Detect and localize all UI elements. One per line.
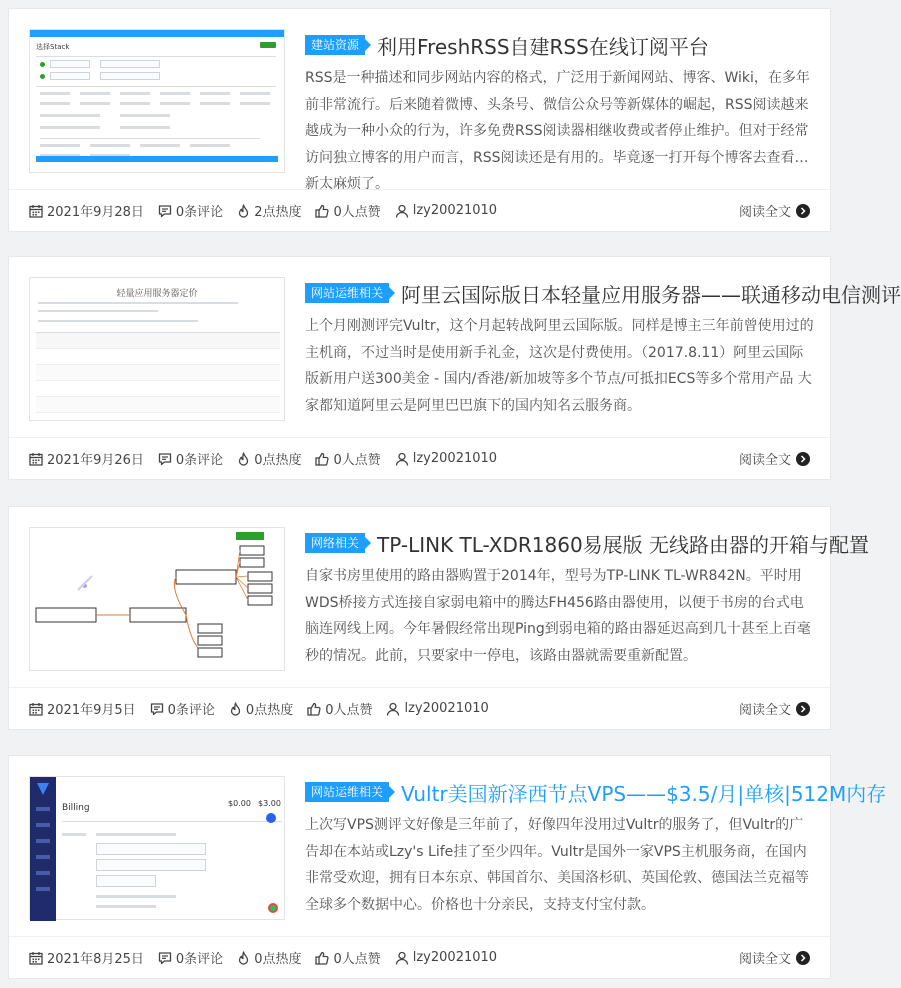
- post-content: [305, 275, 901, 419]
- title-row: [305, 774, 887, 810]
- thumbs-up-icon: [315, 452, 329, 466]
- post-thumbnail[interactable]: [29, 277, 285, 421]
- post-date: 2021年9月5日: [29, 699, 136, 718]
- post-title[interactable]: Vultr美国新泽西节点VPS——$3.5/月|单核|512M内存: [401, 781, 887, 806]
- post-title[interactable]: TP-LINK TL-XDR1860易展版 无线路由器的开箱与配置: [377, 532, 870, 557]
- post-heat: 0点热度: [237, 449, 301, 468]
- post-date: 2021年9月26日: [29, 449, 144, 468]
- post-content: [305, 774, 887, 918]
- post-likes[interactable]: 0人点赞: [315, 948, 380, 967]
- post-excerpt: 自家书房里使用的路由器购置于2014年，型号为TP-LINK TL-WR842N。平时用WDS桥接方式连接自家弱电箱中的腾达FH456路由器使用，以便于书房的台式电脑连网线上网。今年暑假经常出现Ping到弱电箱的路由器延迟高到几十甚至上百毫秒的情况。此前，只要家中一停电，该路由器就需要重新配置。: [305, 568, 811, 664]
- fire-icon: [237, 951, 250, 965]
- post-meta: [9, 936, 830, 978]
- post-card: [8, 506, 870, 730]
- title-row: [305, 27, 815, 63]
- title-row: [305, 275, 901, 311]
- post-title[interactable]: 阿里云国际版日本轻量应用服务器——联通移动电信测评: [401, 282, 901, 307]
- post-thumbnail[interactable]: [29, 29, 285, 173]
- post-comments[interactable]: 0条评论: [158, 201, 223, 220]
- post-likes[interactable]: 0人点赞: [315, 201, 380, 220]
- post-card: [8, 8, 831, 232]
- post-author[interactable]: lzy20021010: [395, 203, 497, 218]
- post-thumbnail[interactable]: [29, 527, 285, 671]
- post-comments[interactable]: 0条评论: [158, 948, 223, 967]
- fire-icon: [229, 702, 242, 716]
- calendar-icon: [29, 702, 43, 716]
- post-heat: 0点热度: [229, 699, 293, 718]
- thumb-heading: Billing: [62, 803, 90, 813]
- comment-icon: [158, 452, 172, 466]
- comment-icon: [150, 702, 164, 716]
- user-icon: [395, 204, 409, 218]
- user-icon: [395, 452, 409, 466]
- post-author[interactable]: lzy20021010: [395, 451, 497, 466]
- arrow-right-circle-icon: [796, 951, 810, 965]
- post-title[interactable]: 利用FreshRSS自建RSS在线订阅平台: [377, 34, 709, 59]
- post-meta: [9, 189, 830, 231]
- post-date: 2021年9月28日: [29, 201, 144, 220]
- read-more-link[interactable]: 阅读全文: [739, 948, 810, 967]
- arrow-right-circle-icon: [796, 702, 810, 716]
- arrow-right-circle-icon: [796, 204, 810, 218]
- post-author[interactable]: lzy20021010: [395, 950, 497, 965]
- calendar-icon: [29, 204, 43, 218]
- post-likes[interactable]: 0人点赞: [315, 449, 380, 468]
- read-more-link[interactable]: 阅读全文: [739, 449, 810, 468]
- title-row: [305, 525, 870, 561]
- arrow-right-circle-icon: [796, 452, 810, 466]
- post-author[interactable]: lzy20021010: [386, 701, 488, 716]
- post-excerpt: 上个月刚测评完Vultr，这个月起转战阿里云国际版。同样是博主三年前曾使用过的主机商，不过当时是使用新手礼金，这次是付费使用。（2017.8.11）阿里云国际版新用户送300美金 - 国内/香港/新加坡等多个节点/可抵扣ECS等多个常用产品 大家都知道阿里云是阿里巴巴旗下的国内知名云服务商。: [305, 318, 814, 414]
- category-tag[interactable]: 网站运维相关: [305, 283, 389, 303]
- read-more-link[interactable]: 阅读全文: [739, 699, 810, 718]
- calendar-icon: [29, 452, 43, 466]
- thumbs-up-icon: [307, 702, 321, 716]
- post-card: [8, 256, 901, 480]
- category-tag[interactable]: 网站运维相关: [305, 782, 389, 802]
- post-heat: 2点热度: [237, 201, 301, 220]
- fire-icon: [237, 204, 250, 218]
- thumbs-up-icon: [315, 951, 329, 965]
- post-excerpt: RSS是一种描述和同步网站内容的格式，广泛用于新闻网站、博客、Wiki，在多年前非常流行。后来随着微博、头条号、微信公众号等新媒体的崛起，RSS阅读越来越成为一种小众的行为，许多免费RSS阅读器相继收费或者停止维护。但对于经常访问独立博客的用户而言，RSS阅读还是有用的。毕竟逐一打开每个博客去查看更新太麻烦了。: [305, 70, 810, 192]
- post-thumbnail[interactable]: Billing $0.00 $3.00: [29, 776, 285, 920]
- user-icon: [386, 702, 400, 716]
- comment-icon: [158, 204, 172, 218]
- calendar-icon: [29, 951, 43, 965]
- thumbs-up-icon: [315, 204, 329, 218]
- post-card: [8, 755, 887, 979]
- thumb-heading: 轻量应用服务器定价: [116, 289, 198, 299]
- user-icon: [395, 951, 409, 965]
- post-meta: [9, 687, 830, 729]
- post-content: [305, 525, 870, 669]
- thumb-heading: 选择Stack: [36, 43, 70, 51]
- comment-icon: [158, 951, 172, 965]
- category-tag[interactable]: 网络相关: [305, 533, 365, 553]
- post-excerpt: 上次写VPS测评文好像是三年前了，好像四年没用过Vultr的服务了，但Vultr的广告却在本站或Lzy's Life挂了至少四年。Vultr是国外一家VPS主机服务商，在国内非常受欢迎，拥有日本东京、韩国首尔、美国洛杉矶、英国伦敦、德国法兰克福等全球多个数据中心。价格也十分亲民，支持支付宝付款。: [305, 817, 809, 913]
- post-likes[interactable]: 0人点赞: [307, 699, 372, 718]
- read-more-link[interactable]: 阅读全文: [739, 201, 810, 220]
- post-comments[interactable]: 0条评论: [158, 449, 223, 468]
- category-tag[interactable]: 建站资源: [305, 35, 365, 55]
- post-heat: 0点热度: [237, 948, 301, 967]
- post-meta: [9, 437, 830, 479]
- fire-icon: [237, 452, 250, 466]
- post-comments[interactable]: 0条评论: [150, 699, 215, 718]
- post-content: [305, 27, 815, 192]
- post-date: 2021年8月25日: [29, 948, 144, 967]
